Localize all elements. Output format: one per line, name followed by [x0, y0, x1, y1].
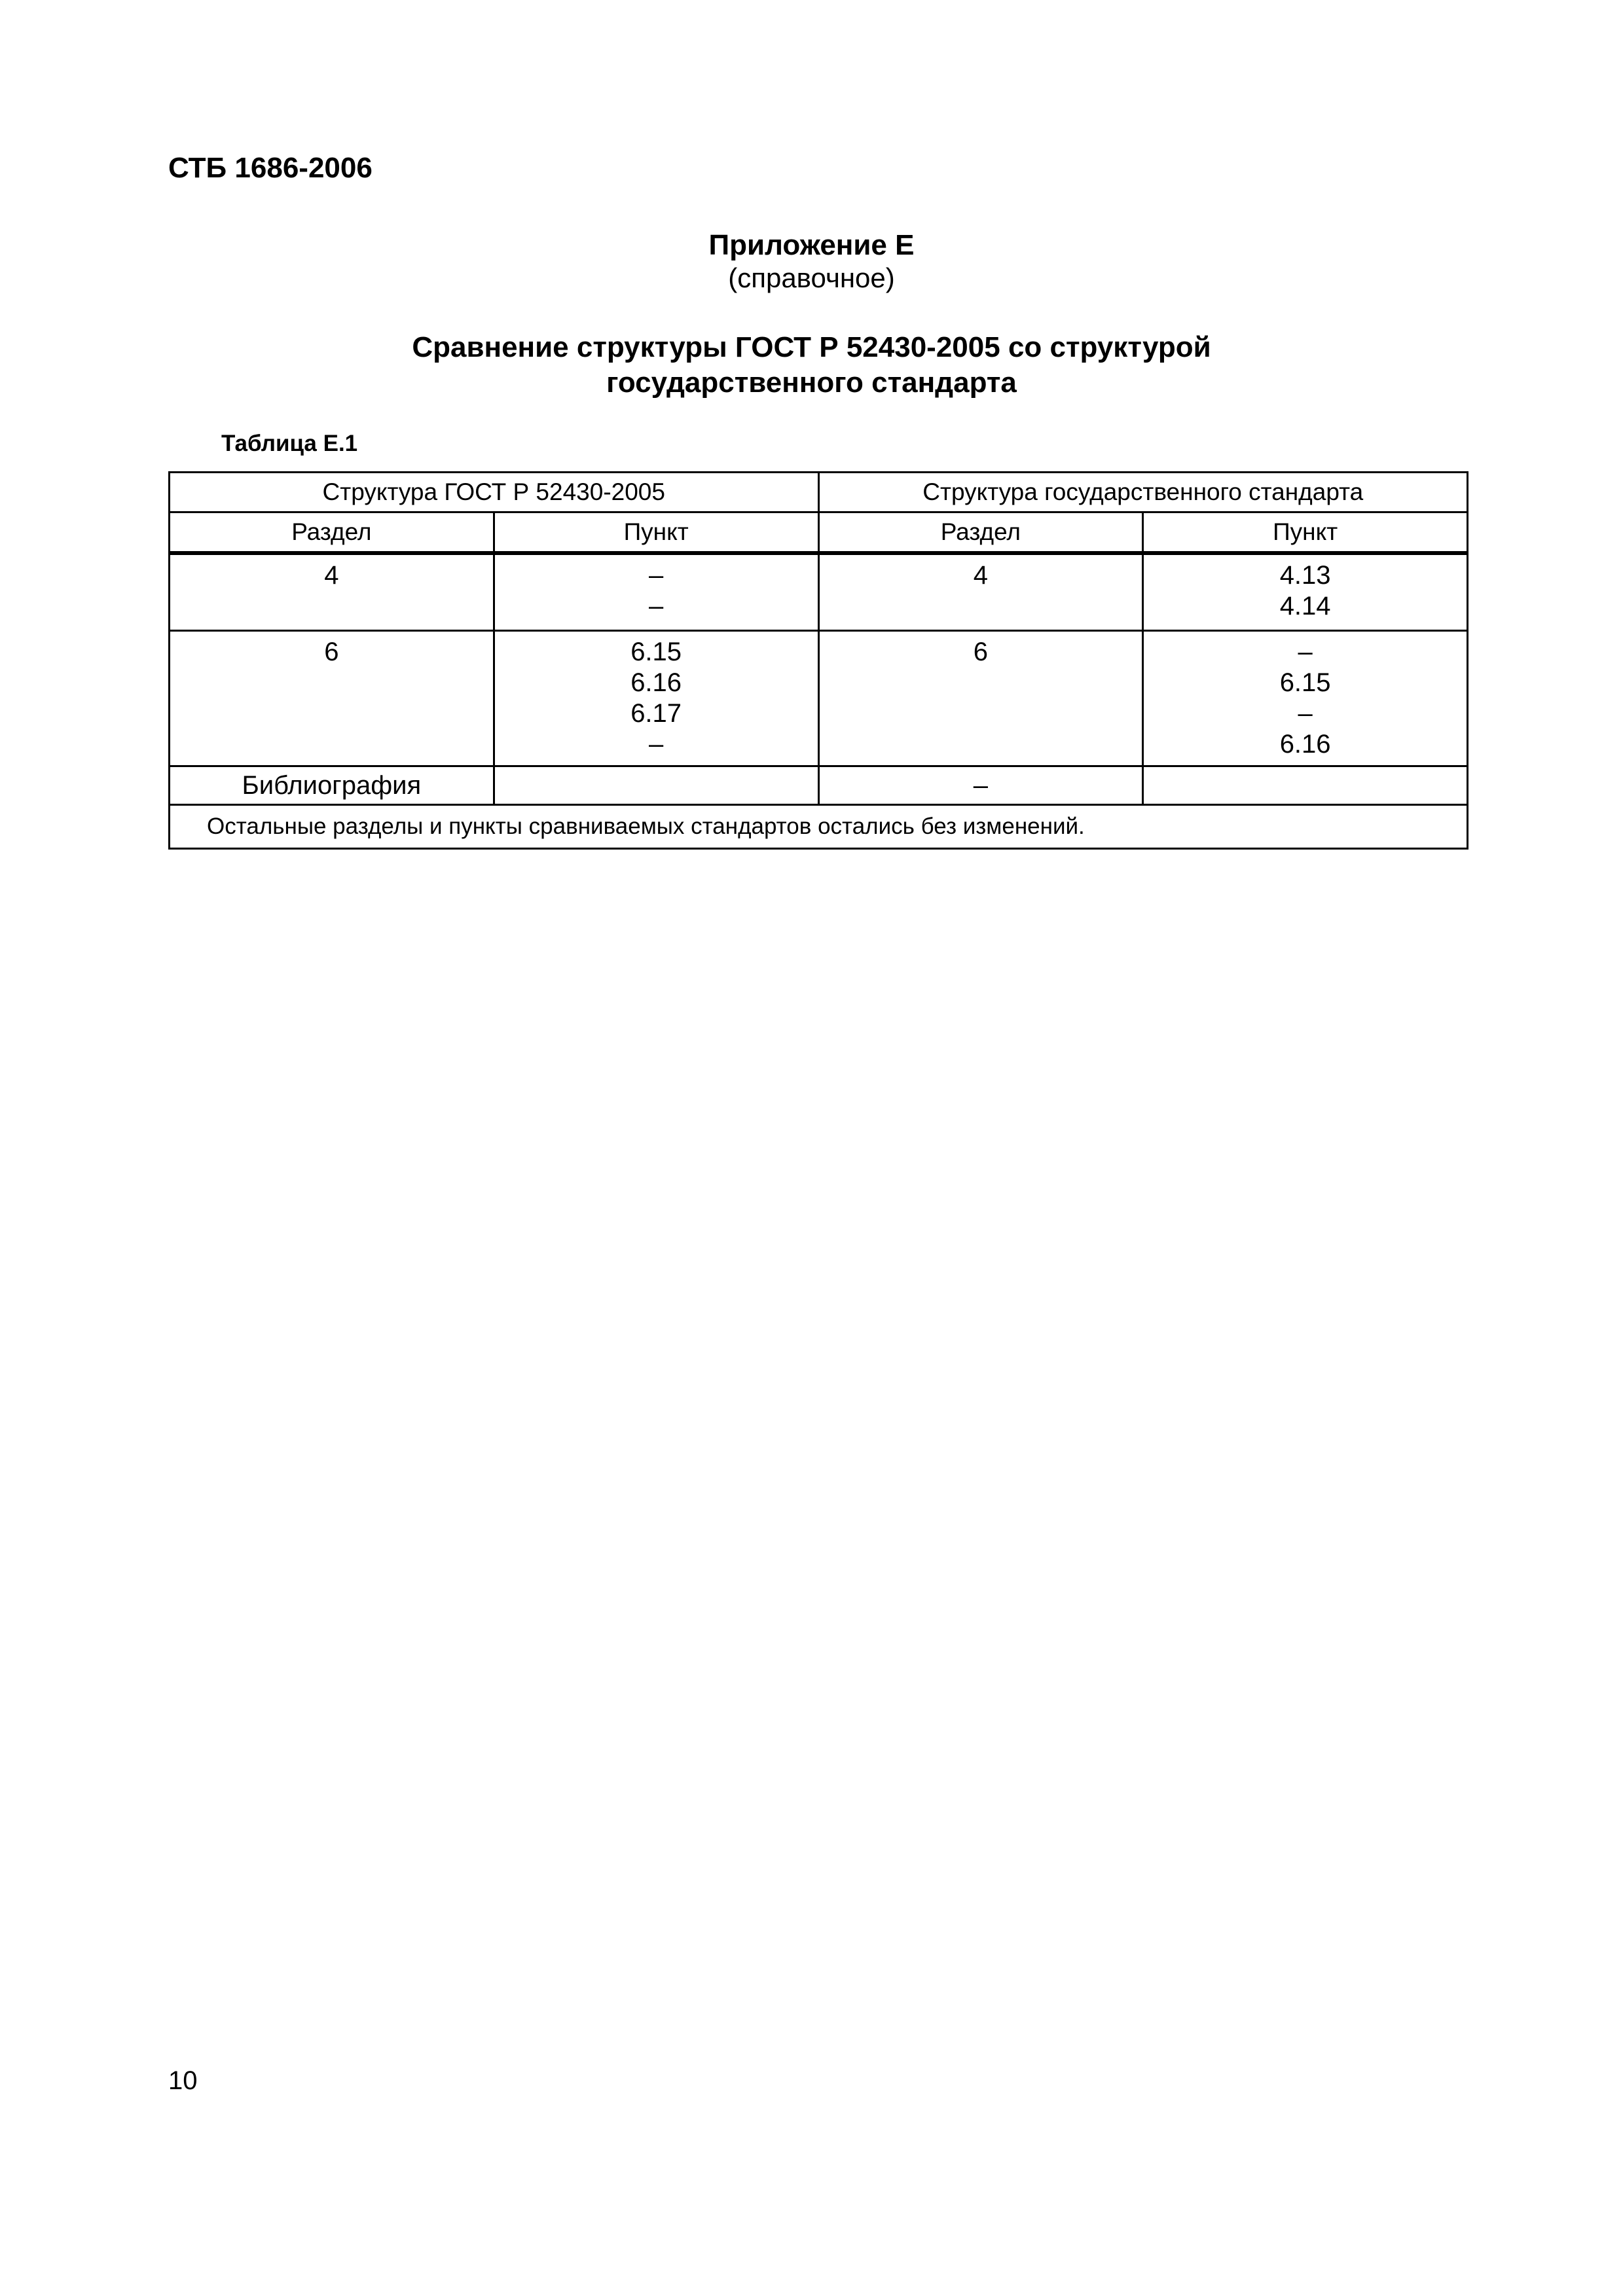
- table-caption: Таблица Е.1: [221, 431, 358, 456]
- cell-target-items: – 6.15 – 6.16: [1143, 631, 1468, 766]
- column-header-source-item: Пункт: [494, 512, 818, 554]
- cell-source-items: 6.15 6.16 6.17 –: [494, 631, 818, 766]
- cell-target-section: 6: [818, 631, 1143, 766]
- document-code: СТБ 1686-2006: [168, 152, 373, 184]
- group-header-source: Структура ГОСТ Р 52430-2005: [170, 473, 819, 512]
- cell-source-section: Библиография: [170, 766, 494, 805]
- cell-target-section: –: [818, 766, 1143, 805]
- cell-source-items: – –: [494, 553, 818, 631]
- table-group-header-row: [170, 473, 1468, 512]
- comparison-table: [168, 471, 1468, 850]
- table-column-header-row: [170, 512, 1468, 554]
- column-header-target-section: Раздел: [818, 512, 1143, 554]
- column-header-source-section: Раздел: [170, 512, 494, 554]
- section-heading-line-1: Сравнение структуры ГОСТ Р 52430-2005 со структурой: [412, 331, 1211, 363]
- cell-source-items: [494, 766, 818, 805]
- table-row: [170, 553, 1468, 631]
- section-heading-line-2: государственного стандарта: [606, 367, 1017, 399]
- appendix-type: (справочное): [728, 262, 895, 293]
- cell-target-items: [1143, 766, 1468, 805]
- table-note-row: [170, 805, 1468, 849]
- cell-target-section: 4: [818, 553, 1143, 631]
- section-heading: [0, 330, 1623, 401]
- cell-target-items: 4.13 4.14: [1143, 553, 1468, 631]
- cell-source-section: 6: [170, 631, 494, 766]
- cell-source-section: 4: [170, 553, 494, 631]
- page-number: 10: [168, 2066, 198, 2095]
- table-note: Остальные разделы и пункты сравниваемых стандартов остались без изменений.: [170, 805, 1468, 849]
- table-row: [170, 631, 1468, 766]
- table-row: [170, 766, 1468, 805]
- group-header-target: Структура государственного стандарта: [818, 473, 1468, 512]
- appendix-header: [0, 229, 1623, 295]
- appendix-title: Приложение Е: [708, 229, 915, 261]
- column-header-target-item: Пункт: [1143, 512, 1468, 554]
